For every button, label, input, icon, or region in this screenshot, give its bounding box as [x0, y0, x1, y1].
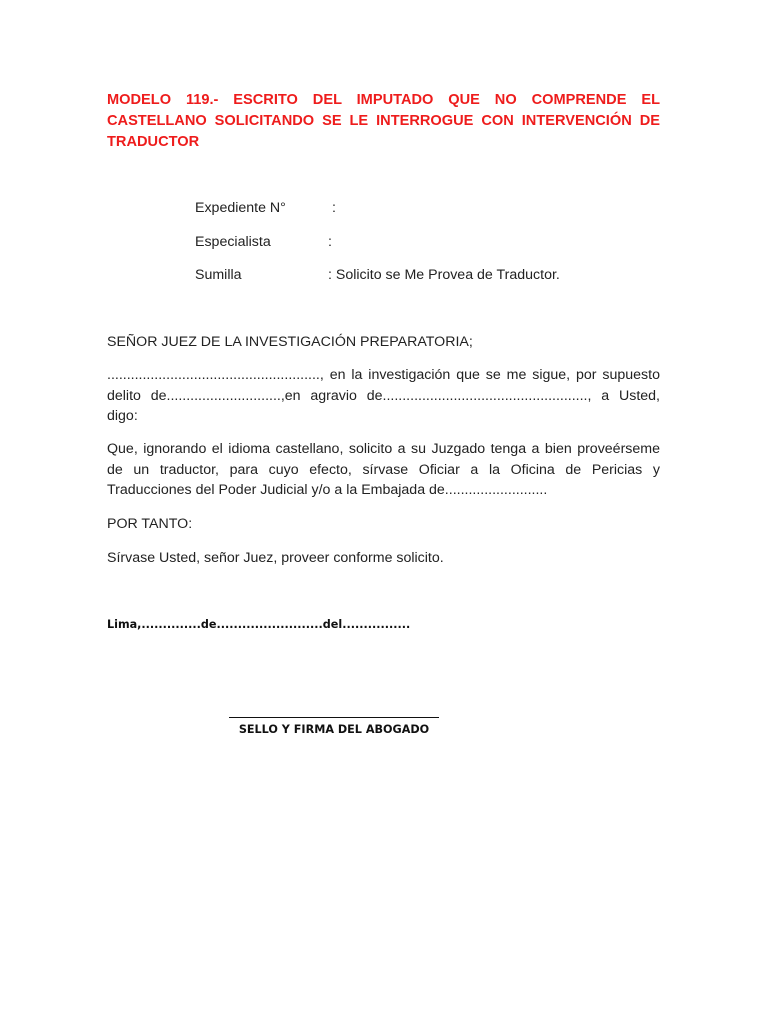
signature-line	[229, 717, 439, 718]
paragraph-intro: ......................................................, en la investigación que se me sigue, por supuesto delito de.............................,en agravio de...................................................., a Usted, digo:	[107, 367, 660, 424]
header-field-value: : Solicito se Me Provea de Traductor.	[328, 267, 560, 283]
document-title: MODELO 119.- ESCRITO DEL IMPUTADO QUE NO COMPRENDE EL CASTELLANO SOLICITANDO SE LE INTERROGUE CON INTERVENCIÓN DE TRADUCTOR	[107, 92, 660, 150]
por-tanto-heading: POR TANTO:	[107, 516, 193, 532]
signature-label: SELLO Y FIRMA DEL ABOGADO	[238, 723, 430, 736]
header-field-label: Sumilla	[195, 267, 242, 283]
addressee: SEÑOR JUEZ DE LA INVESTIGACIÓN PREPARATORIA;	[107, 334, 473, 350]
header-field-value: :	[332, 200, 336, 216]
header-field-value: :	[328, 234, 332, 250]
header-field-label: Especialista	[195, 234, 271, 250]
closing-sentence: Sírvase Usted, señor Juez, proveer conforme solicito.	[107, 550, 444, 566]
header-field-label: Expediente N°	[195, 200, 286, 216]
date-line: Lima,..............de.........................del................	[107, 618, 411, 631]
paragraph-request: Que, ignorando el idioma castellano, solicito a su Juzgado tenga a bien proveérseme de un traductor, para cuyo efecto, sírvase Oficiar a la Oficina de Pericias y Traducciones del Poder Judicial y/o a la Embajada de..........................	[107, 441, 660, 498]
